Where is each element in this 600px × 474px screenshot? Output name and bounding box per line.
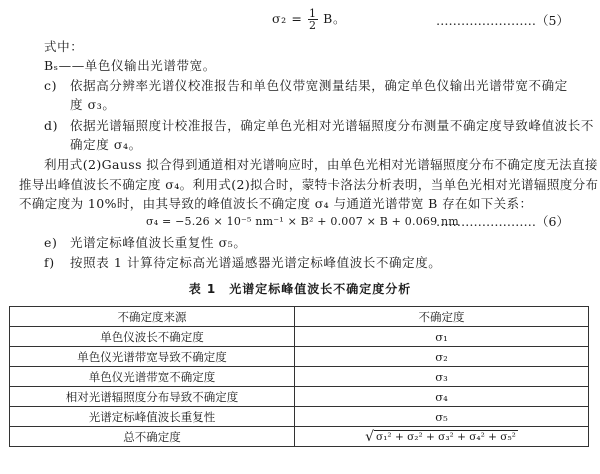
b-definition: Bₛ——单色仪输出光谱带宽。 bbox=[44, 58, 216, 73]
table-row bbox=[10, 407, 589, 427]
total-label: 总不确定度 bbox=[10, 427, 295, 447]
table-row bbox=[10, 327, 589, 347]
eq5-lhs: σ₂ = bbox=[272, 11, 303, 26]
item-c-line2: 度 σ₃。 bbox=[70, 97, 116, 112]
total-value bbox=[295, 427, 589, 447]
equation-6: σ₄ = −5.26 × 10⁻⁵ nm⁻¹ × B² + 0.007 × B + 0.069 nm bbox=[146, 215, 459, 228]
item-f bbox=[44, 255, 441, 271]
item-f-text: 按照表 1 计算待定标高光谱遥感器光谱定标峰值波长不确定度。 bbox=[70, 255, 442, 270]
where-label: 式中： bbox=[44, 39, 84, 54]
paragraph-line3: 不确定度为 10%时，由其导致的峰值波长不确定度 σ₄ 与通道光谱带宽 B 存在如下关系： bbox=[19, 196, 533, 211]
row-value: σ₅ bbox=[295, 407, 589, 427]
table-row bbox=[10, 367, 589, 387]
item-c-text: 依据高分辨率光谱仪校准报告和单色仪带宽测量结果，确定单色仪输出光谱带宽不确定 bbox=[70, 78, 568, 93]
eq5-number: ……………………（5） bbox=[436, 13, 569, 28]
paragraph-line2: 推导出峰值波长不确定度 σ₄。利用式(2)拟合时，蒙特卡洛法分析表明，当单色光相对光谱辐照度分布 bbox=[19, 177, 599, 192]
uncertainty-table bbox=[9, 306, 589, 447]
paragraph-line1: 利用式(2)Gauss 拟合得到通道相对光谱响应时，由单色光相对光谱辐照度分布不确定度无法直接 bbox=[44, 157, 598, 172]
row-value: σ₂ bbox=[295, 347, 589, 367]
item-d-text: 依据光谱辐照度计校准报告，确定单色光相对光谱辐照度分布测量不确定度导致峰值波长不 bbox=[70, 118, 595, 133]
eq6-number: ……………………（6） bbox=[436, 214, 569, 229]
equation-5 bbox=[272, 8, 346, 31]
row-value: σ₃ bbox=[295, 367, 589, 387]
item-c-line1 bbox=[44, 78, 568, 94]
row-source: 相对光谱辐照度分布导致不确定度 bbox=[10, 387, 295, 407]
item-e-text: 光谱定标峰值波长重复性 σ₅。 bbox=[70, 235, 247, 250]
row-source: 单色仪光谱带宽导致不确定度 bbox=[10, 347, 295, 367]
eq5-denominator: 2 bbox=[308, 19, 317, 32]
table-header-row bbox=[10, 307, 589, 327]
row-source: 单色仪光谱带宽不确定度 bbox=[10, 367, 295, 387]
item-e-label: e) bbox=[44, 235, 58, 250]
sqrt-icon: √ bbox=[365, 428, 375, 445]
row-source: 单色仪波长不确定度 bbox=[10, 327, 295, 347]
table-row bbox=[10, 387, 589, 407]
row-value: σ₄ bbox=[295, 387, 589, 407]
sqrt-formula bbox=[365, 430, 518, 444]
table-total-row bbox=[10, 427, 589, 447]
table-row bbox=[10, 347, 589, 367]
item-d-line2: 确定度 σ₄。 bbox=[70, 137, 142, 152]
item-d-label: d) bbox=[44, 118, 59, 133]
total-formula: σ₁² + σ₂² + σ₃² + σ₄² + σ₅² bbox=[376, 430, 516, 443]
item-d-line1 bbox=[44, 118, 594, 134]
eq5-rhs: B。 bbox=[323, 11, 347, 26]
eq5-fraction bbox=[308, 8, 318, 31]
header-source: 不确定度来源 bbox=[10, 307, 295, 327]
item-e bbox=[44, 235, 247, 251]
item-f-label: f) bbox=[44, 255, 55, 270]
header-uncertainty: 不确定度 bbox=[295, 307, 589, 327]
row-source: 光谱定标峰值波长重复性 bbox=[10, 407, 295, 427]
table-caption: 表 1 光谱定标峰值波长不确定度分析 bbox=[188, 282, 412, 296]
row-value: σ₁ bbox=[295, 327, 589, 347]
eq5-numerator: 1 bbox=[308, 7, 317, 20]
item-c-label: c) bbox=[44, 78, 58, 93]
